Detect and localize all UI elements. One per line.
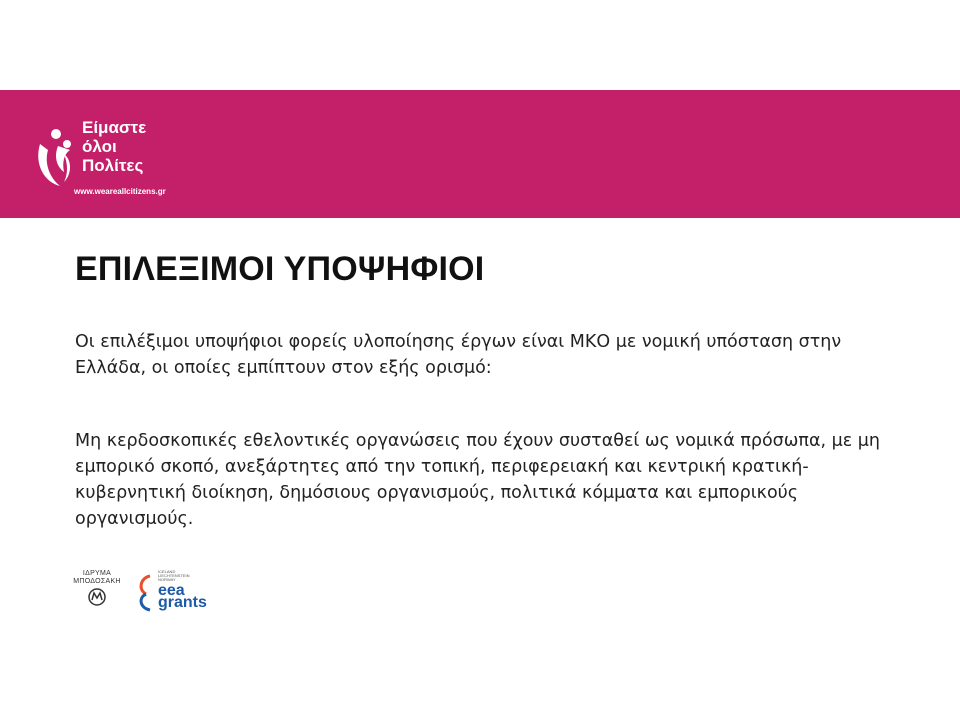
citizens-logo (34, 118, 234, 208)
people-figures-icon (34, 124, 78, 194)
eea-country-2: LIECHTENSTEIN (158, 573, 190, 578)
logo-url: www.weareallcitizens.gr (74, 187, 166, 196)
bodossaki-logo (62, 570, 132, 610)
eea-country-3: NORWAY (158, 577, 176, 582)
bodossaki-emblem-icon (86, 588, 108, 606)
eea-grants-logo (136, 570, 226, 614)
definition-paragraph: Μη κερδοσκοπικές εθελοντικές οργανώσεις που έχουν συσταθεί ως νομικά πρόσωπα, με μη εμπορικό σκοπό, ανεξάρτητες από την τοπική, περιφερειακή και κεντρική κρατική-κυβερνητική διοίκηση, δημόσιους οργανισμούς, πολιτικά κόμματα και εμπορικούς οργανισμούς. (75, 431, 881, 529)
bodossaki-line-1: ΙΔΡΥΜΑ (82, 570, 112, 577)
eea-word: eea (158, 582, 185, 599)
logo-line-1: Είμαστε (82, 118, 147, 137)
eea-country-1: ICELAND (158, 569, 176, 574)
bodossaki-wordmark (62, 570, 132, 586)
logo-line-3: Πολίτες (82, 156, 144, 175)
logo-wordmark (82, 118, 146, 175)
grants-word: grants (158, 594, 207, 611)
eligibility-paragraph: Οι επιλέξιμοι υποψήφιοι φορείς υλοποίησης έργων είναι ΜΚΟ με νομική υπόσταση στην Ελλάδα, οι οποίες εμπίπτουν στον εξής ορισμό: (75, 332, 842, 378)
page-title: ΕΠΙΛΕΞΙΜΟΙ ΥΠΟΨΗΦΙΟΙ (75, 250, 485, 288)
eea-countries (158, 570, 190, 582)
bodossaki-line-2: ΜΠΟΔΟΣΑΚΗ (73, 578, 121, 585)
logo-line-2: όλοι (82, 137, 117, 156)
eea-stars-icon (136, 572, 158, 612)
